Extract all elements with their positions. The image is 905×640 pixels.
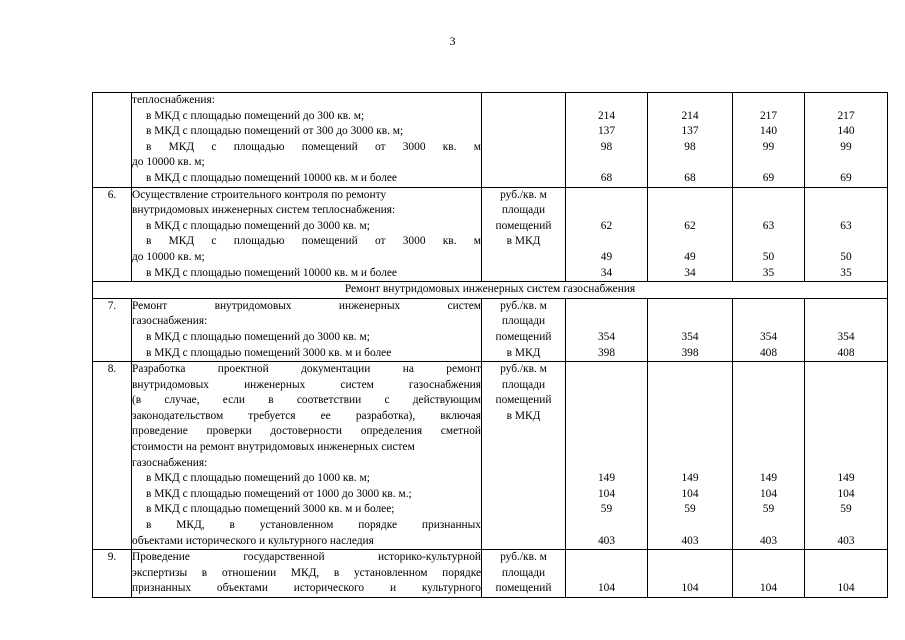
value: 50 xyxy=(840,250,852,263)
value: 62 xyxy=(684,219,696,232)
value: 104 xyxy=(759,487,778,500)
value: 217 xyxy=(759,109,778,122)
unit-line: в МКД xyxy=(506,346,541,359)
value: 104 xyxy=(837,487,855,500)
row-description xyxy=(132,93,482,188)
value: 68 xyxy=(600,171,613,184)
value: 354 xyxy=(759,330,778,343)
value: 408 xyxy=(837,346,855,359)
desc-line: в МКД с площадью помещений от 1000 до 3000 кв. м.; xyxy=(146,487,412,500)
table-row xyxy=(93,550,888,598)
value-cell xyxy=(648,187,733,282)
desc-line: до 10000 кв. м; xyxy=(132,250,205,263)
desc-line: объектами исторического и культурного наследия xyxy=(132,534,374,547)
value: 62 xyxy=(600,219,613,232)
value-cell xyxy=(648,362,733,550)
value-cell xyxy=(566,93,648,188)
desc-line: Ремонт внутридомовых инженерных систем xyxy=(132,299,481,312)
value: 354 xyxy=(681,330,699,343)
value: 137 xyxy=(681,125,699,138)
value: 63 xyxy=(840,219,852,232)
desc-line: до 10000 кв. м; xyxy=(132,156,205,169)
desc-line: в МКД с площадью помещений от 3000 кв. м xyxy=(146,140,481,153)
value-cell xyxy=(566,550,648,598)
value-cell xyxy=(648,550,733,598)
table-row xyxy=(93,93,888,188)
value: 69 xyxy=(762,171,775,184)
value-cell xyxy=(733,550,805,598)
desc-line: в МКД с площадью помещений 3000 кв. м и более xyxy=(146,346,392,359)
value: 140 xyxy=(837,125,855,138)
unit-line: в МКД xyxy=(506,235,541,248)
row-description xyxy=(132,187,482,282)
unit-cell xyxy=(482,187,566,282)
desc-line: законодательством требуется ее разработка), включая xyxy=(132,409,481,422)
value: 99 xyxy=(762,140,775,153)
value-cell xyxy=(805,93,888,188)
value: 104 xyxy=(837,582,855,595)
desc-line: в МКД с площадью помещений 10000 кв. м и более xyxy=(146,171,397,184)
desc-line: в МКД с площадью помещений от 3000 кв. м xyxy=(146,235,481,248)
value: 403 xyxy=(597,534,616,547)
value: 59 xyxy=(840,503,852,516)
row-number: 8. xyxy=(93,362,132,550)
section-header-row xyxy=(93,282,888,299)
desc-line: в МКД с площадью помещений до 3000 кв. м; xyxy=(146,330,370,343)
desc-line: в МКД с площадью помещений 10000 кв. м и более xyxy=(146,266,397,279)
value: 398 xyxy=(597,346,616,359)
desc-line: газоснабжения: xyxy=(132,456,208,469)
desc-line: в МКД с площадью помещений от 300 до 3000 кв. м; xyxy=(146,125,404,138)
value: 104 xyxy=(759,582,778,595)
value: 68 xyxy=(684,171,696,184)
value: 214 xyxy=(681,109,699,122)
value: 98 xyxy=(600,140,613,153)
value-cell xyxy=(805,187,888,282)
value-cell xyxy=(648,93,733,188)
value: 98 xyxy=(684,140,696,153)
row-description xyxy=(132,298,482,361)
unit-line: в МКД xyxy=(506,409,541,422)
desc-line: в МКД с площадью помещений до 1000 кв. м; xyxy=(146,472,370,485)
value: 403 xyxy=(681,534,699,547)
desc-line: проведение проверки достоверности определения сметной xyxy=(132,425,481,438)
value: 149 xyxy=(681,472,699,485)
unit-line: руб./кв. м xyxy=(500,551,547,564)
unit-cell xyxy=(482,93,566,188)
value: 217 xyxy=(837,109,855,122)
unit-line: помещений xyxy=(495,582,552,595)
unit-line: руб./кв. м xyxy=(500,299,547,312)
value-cell xyxy=(733,187,805,282)
value: 149 xyxy=(597,472,616,485)
value: 34 xyxy=(600,266,613,279)
value: 35 xyxy=(840,266,852,279)
value-cell xyxy=(733,93,805,188)
value: 59 xyxy=(600,503,613,516)
value: 35 xyxy=(762,266,775,279)
value-cell xyxy=(566,362,648,550)
value: 403 xyxy=(837,534,855,547)
value: 408 xyxy=(759,346,778,359)
value-cell xyxy=(648,298,733,361)
desc-line: стоимости на ремонт внутридомовых инженерных систем xyxy=(132,441,415,454)
page-number: 3 xyxy=(449,34,456,48)
desc-line: Проведение государственной историко-культурной xyxy=(132,551,481,564)
unit-line: помещений xyxy=(495,394,552,407)
value: 63 xyxy=(762,219,775,232)
unit-line: площади xyxy=(501,315,546,328)
value: 354 xyxy=(597,330,616,343)
desc-line: в МКД с площадью помещений до 300 кв. м; xyxy=(146,109,365,122)
desc-line: газоснабжения: xyxy=(132,315,208,328)
value: 137 xyxy=(597,125,616,138)
value: 69 xyxy=(840,171,852,184)
value: 49 xyxy=(600,250,613,263)
section-title: Ремонт внутридомовых инженерных систем газоснабжения xyxy=(93,282,888,299)
value: 59 xyxy=(684,503,696,516)
value: 214 xyxy=(597,109,616,122)
value: 104 xyxy=(597,487,616,500)
unit-cell xyxy=(482,550,566,598)
unit-line: площади xyxy=(501,378,546,391)
value: 104 xyxy=(597,582,616,595)
value-cell xyxy=(805,362,888,550)
value: 140 xyxy=(759,125,778,138)
value: 50 xyxy=(762,250,775,263)
value: 403 xyxy=(759,534,778,547)
row-number: 9. xyxy=(93,550,132,598)
value: 49 xyxy=(684,250,696,263)
desc-line: в МКД с площадью помещений 3000 кв. м и более; xyxy=(146,503,395,516)
unit-line: площади xyxy=(501,566,546,579)
unit-cell xyxy=(482,362,566,550)
desc-line: теплоснабжения: xyxy=(132,94,215,106)
desc-line: внутридомовых инженерных систем газоснабжения xyxy=(132,378,481,391)
value: 59 xyxy=(762,503,775,516)
table-row xyxy=(93,298,888,361)
row-number: 7. xyxy=(93,298,132,361)
unit-line: руб./кв. м xyxy=(500,188,547,201)
value: 99 xyxy=(840,140,852,153)
value: 398 xyxy=(681,346,699,359)
desc-line: в МКД, в установленном порядке признанных xyxy=(146,519,481,532)
value: 354 xyxy=(837,330,855,343)
row-description xyxy=(132,550,482,598)
value: 149 xyxy=(837,472,855,485)
value-cell xyxy=(566,187,648,282)
desc-line: Разработка проектной документации на ремонт xyxy=(132,363,481,376)
desc-line: (в случае, если в соответствии с действующим xyxy=(132,394,481,407)
value: 104 xyxy=(681,582,699,595)
unit-line: руб./кв. м xyxy=(500,363,547,376)
unit-cell xyxy=(482,298,566,361)
desc-line: в МКД с площадью помещений до 3000 кв. м; xyxy=(146,219,370,232)
value-cell xyxy=(733,362,805,550)
row-description xyxy=(132,362,482,550)
row-number xyxy=(93,93,132,188)
unit-line: помещений xyxy=(495,219,552,232)
unit-line: помещений xyxy=(495,330,552,343)
desc-line: внутридомовых инженерных систем теплоснабжения: xyxy=(132,204,396,217)
tariff-table xyxy=(92,92,888,598)
value-cell xyxy=(805,298,888,361)
value: 104 xyxy=(681,487,699,500)
desc-line: признанных объектами исторического и культурного xyxy=(132,582,481,595)
value: 34 xyxy=(684,266,696,279)
table-row xyxy=(93,362,888,550)
unit-line: площади xyxy=(501,204,546,217)
desc-line: экспертизы в отношении МКД, в установленном порядке xyxy=(132,566,481,579)
table-row xyxy=(93,187,888,282)
value-cell xyxy=(566,298,648,361)
row-number: 6. xyxy=(93,187,132,282)
value-cell xyxy=(805,550,888,598)
value: 149 xyxy=(759,472,778,485)
desc-line: Осуществление строительного контроля по ремонту xyxy=(132,188,387,201)
value-cell xyxy=(733,298,805,361)
